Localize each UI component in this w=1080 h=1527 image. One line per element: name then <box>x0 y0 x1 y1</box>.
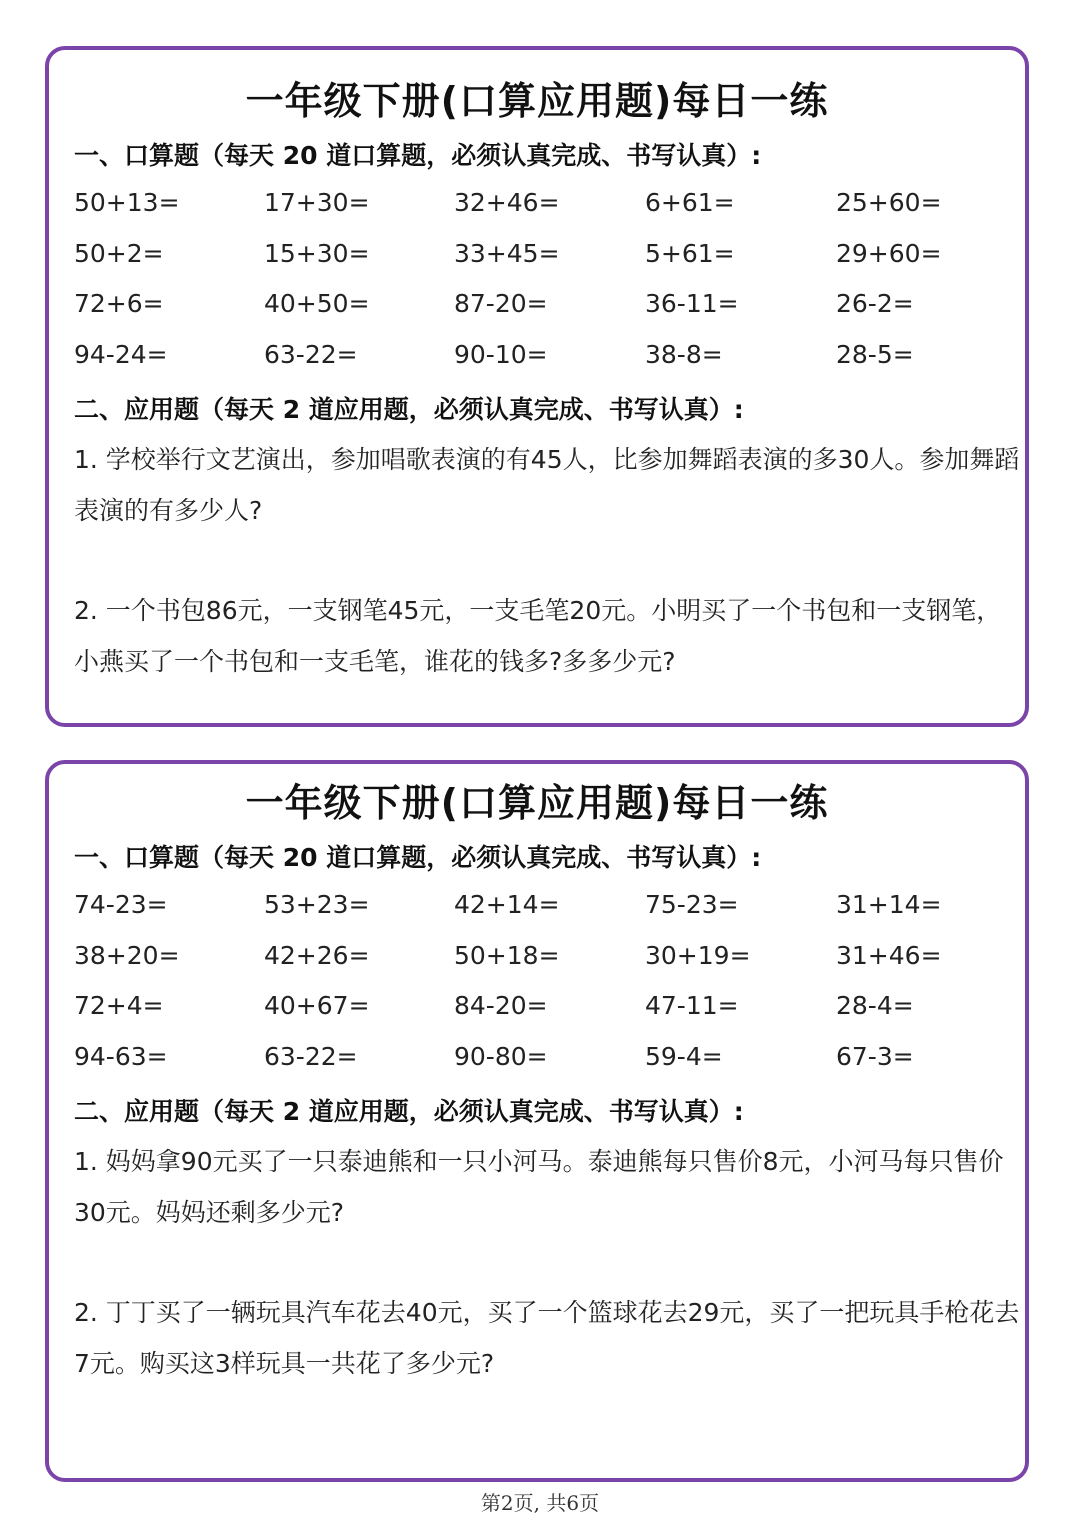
arithmetic-grid <box>74 890 1024 1092</box>
arithmetic-item: 94-63= <box>74 1041 168 1071</box>
arithmetic-item: 90-80= <box>454 1041 548 1071</box>
arithmetic-item: 31+46= <box>836 940 942 970</box>
arithmetic-item: 72+6= <box>74 289 164 318</box>
arithmetic-row <box>74 239 1024 290</box>
section-heading-word-problems: 二、应用题（每天 2 道应用题，必须认真完成、书写认真）: <box>74 395 744 424</box>
arithmetic-item: 63-22= <box>264 339 358 369</box>
arithmetic-row <box>74 890 1024 941</box>
arithmetic-item: 28-5= <box>836 339 914 369</box>
arithmetic-item: 30+19= <box>645 940 751 970</box>
arithmetic-item: 87-20= <box>454 289 548 318</box>
word-problem: 1. 妈妈拿90元买了一只泰迪熊和一只小河马。泰迪熊每只售价8元，小河马每只售价30元。妈妈还剩多少元? <box>74 1147 1004 1227</box>
page-number: 第2页, 共6页 <box>480 1491 600 1515</box>
arithmetic-item: 28-4= <box>836 991 914 1020</box>
worksheet-title: 一年级下册(口算应用题)每日一练 <box>245 79 829 123</box>
arithmetic-item: 47-11= <box>645 991 739 1020</box>
arithmetic-item: 50+13= <box>74 188 180 217</box>
arithmetic-row <box>74 941 1024 992</box>
arithmetic-item: 74-23= <box>74 890 168 919</box>
arithmetic-item: 32+46= <box>454 188 560 217</box>
arithmetic-item: 40+50= <box>264 289 370 318</box>
arithmetic-item: 53+23= <box>264 890 370 919</box>
arithmetic-row <box>74 1042 1024 1093</box>
arithmetic-item: 6+61= <box>645 188 735 217</box>
arithmetic-item: 40+67= <box>264 991 370 1020</box>
word-problem: 2. 丁丁买了一辆玩具汽车花去40元，买了一个篮球花去29元，买了一把玩具手枪花去7元。购买这3样玩具一共花了多少元? <box>74 1298 1020 1378</box>
arithmetic-item: 25+60= <box>836 188 942 217</box>
arithmetic-item: 36-11= <box>645 289 739 318</box>
arithmetic-item: 42+26= <box>264 940 370 970</box>
worksheet-title: 一年级下册(口算应用题)每日一练 <box>245 781 829 825</box>
arithmetic-item: 15+30= <box>264 238 370 268</box>
arithmetic-item: 29+60= <box>836 238 942 268</box>
arithmetic-item: 94-24= <box>74 339 168 369</box>
arithmetic-item: 38-8= <box>645 339 723 369</box>
arithmetic-item: 50+18= <box>454 940 560 970</box>
arithmetic-item: 42+14= <box>454 890 560 919</box>
section-heading-word-problems: 二、应用题（每天 2 道应用题，必须认真完成、书写认真）: <box>74 1097 744 1126</box>
worksheet-card-2 <box>45 760 1029 1482</box>
arithmetic-item: 33+45= <box>454 238 560 268</box>
arithmetic-row <box>74 188 1024 239</box>
section-heading-arithmetic: 一、口算题（每天 20 道口算题，必须认真完成、书写认真）: <box>74 141 762 170</box>
arithmetic-item: 90-10= <box>454 339 548 369</box>
arithmetic-row <box>74 340 1024 391</box>
arithmetic-item: 38+20= <box>74 940 180 970</box>
word-problem: 1. 学校举行文艺演出，参加唱歌表演的有45人，比参加舞蹈表演的多30人。参加舞蹈表演的有多少人? <box>74 445 1020 525</box>
arithmetic-item: 5+61= <box>645 238 735 268</box>
arithmetic-item: 17+30= <box>264 188 370 217</box>
word-problem: 2. 一个书包86元，一支钢笔45元，一支毛笔20元。小明买了一个书包和一支钢笔，小燕买了一个书包和一支毛笔，谁花的钱多?多多少元? <box>74 596 1002 676</box>
arithmetic-grid <box>74 188 1024 390</box>
section-heading-arithmetic: 一、口算题（每天 20 道口算题，必须认真完成、书写认真）: <box>74 843 762 872</box>
arithmetic-item: 63-22= <box>264 1041 358 1071</box>
arithmetic-row <box>74 991 1024 1042</box>
arithmetic-item: 75-23= <box>645 890 739 919</box>
arithmetic-item: 26-2= <box>836 289 914 318</box>
arithmetic-item: 72+4= <box>74 991 164 1020</box>
arithmetic-row <box>74 289 1024 340</box>
arithmetic-item: 50+2= <box>74 238 164 268</box>
arithmetic-item: 67-3= <box>836 1041 914 1071</box>
arithmetic-item: 31+14= <box>836 890 942 919</box>
worksheet-card-1 <box>45 46 1029 727</box>
arithmetic-item: 59-4= <box>645 1041 723 1071</box>
arithmetic-item: 84-20= <box>454 991 548 1020</box>
